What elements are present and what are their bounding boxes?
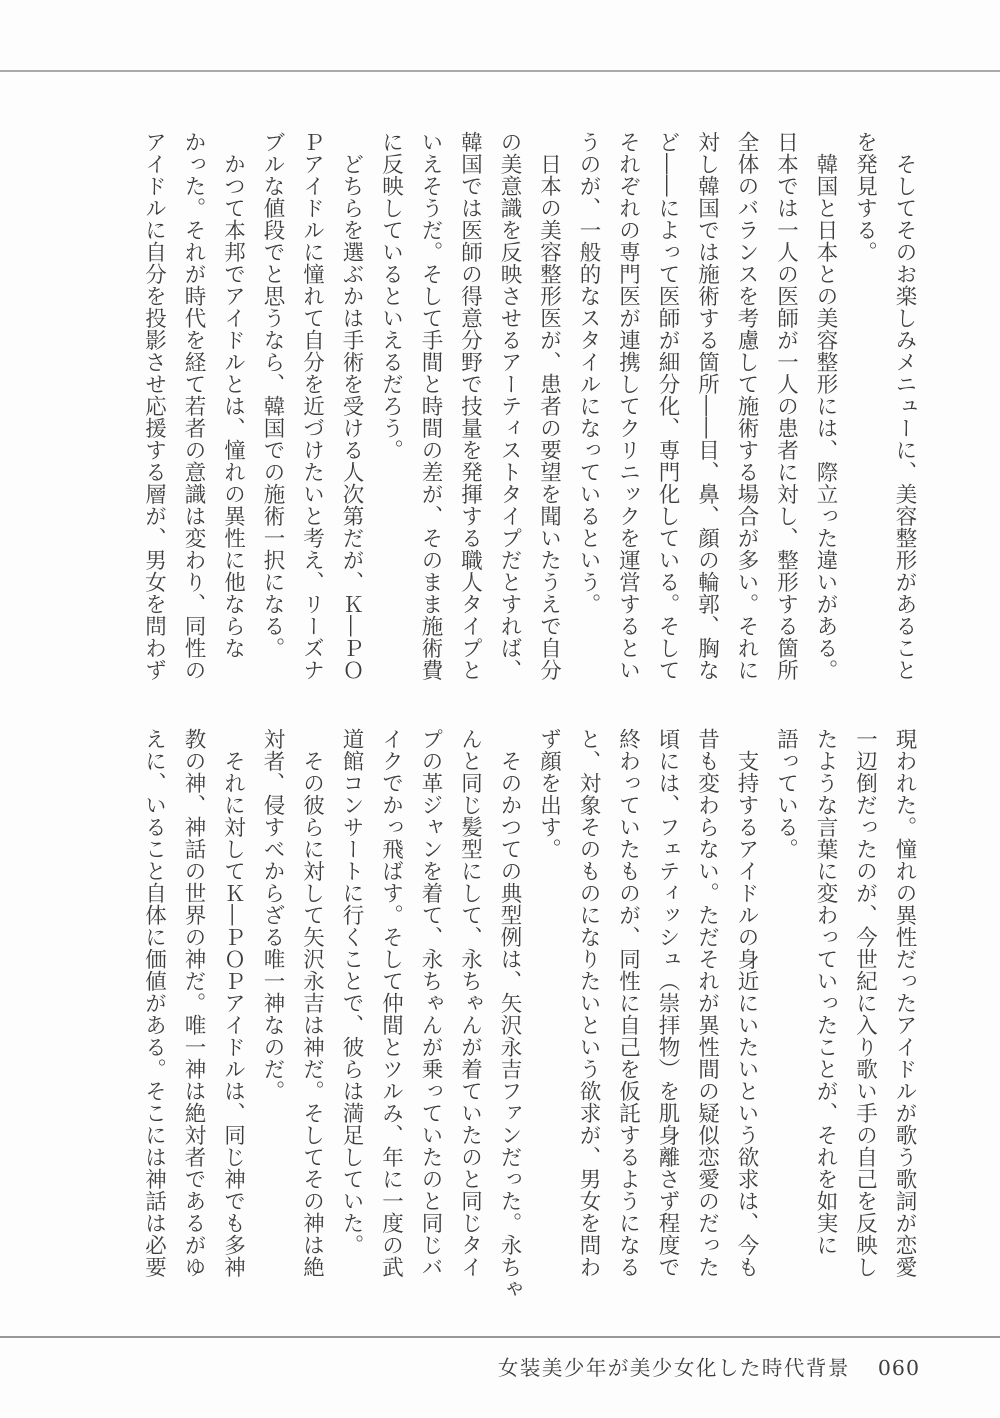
header-rule: [0, 70, 1000, 72]
text-column: 日本の美容整形医が、患者の要望を聞いたうえで自分: [536, 131, 562, 681]
text-column: うのが、一般的なスタイルになっているという。: [576, 131, 601, 615]
text-column: 一辺倒だったのが、今世紀に入り歌い手の自己を反映し: [852, 728, 878, 1278]
text-column: いえそうだ。そして手間と時間の差が、そのまま施術費: [418, 131, 443, 681]
text-column: 対し韓国では施術する箇所――目、鼻、顔の輪郭、胸な: [694, 131, 720, 681]
text-column: 韓国では医師の得意分野で技量を発揮する職人タイプと: [457, 131, 483, 681]
text-column: かつて本邦でアイドルとは、憧れの異性に他ならな: [220, 131, 246, 659]
text-column: んと同じ髪型にして、永ちゃんが着ていたのと同じタイ: [457, 728, 483, 1278]
text-column: 頃には、フェティッシュ（崇拝物）を肌身離さず程度で: [655, 728, 680, 1278]
text-column: 語っている。: [773, 728, 799, 860]
text-column: 韓国と日本との美容整形には、際立った違いがある。: [813, 131, 838, 681]
text-column: イクでかっ飛ばす。そして仲間とツルみ、年に一度の武: [378, 728, 404, 1278]
text-column: 昔も変わらない。ただそれが異性間の疑似恋愛のだった: [694, 728, 720, 1278]
text-column: 教の神、神話の世界の神だ。唯一神は絶対者であるがゆ: [181, 728, 206, 1278]
text-column: プの革ジャンを着て、永ちゃんが乗っていたのと同じバ: [418, 728, 443, 1278]
text-column: ブルな値段でと思うなら、韓国での施術一択になる。: [260, 131, 285, 659]
text-column: アイドルに自分を投影させ応援する層が、男女を問わず: [141, 131, 167, 681]
text-column: どちらを選ぶかは手術を受ける人次第だが、Ｋ―ＰＯ: [339, 131, 364, 681]
text-column: 全体のバランスを考慮して施術する場合が多い。それに: [734, 131, 759, 681]
text-column: 支持するアイドルの身近にいたいという欲求は、今も: [734, 728, 759, 1278]
text-column: たような言葉に変わっていったことが、それを如実に: [813, 728, 838, 1256]
text-column: かった。それが時代を経て若者の意識は変わり、同性の: [181, 131, 206, 681]
text-column: 終わっていたものが、同性に自己を仮託するようになる: [615, 728, 641, 1278]
text-column: 道館コンサートに行くことで、彼らは満足していた。: [339, 728, 364, 1256]
top-text-block: [134, 131, 924, 683]
page-number: 060: [877, 1356, 920, 1380]
text-column: ど――によって医師が細分化、専門化している。そして: [655, 131, 680, 681]
text-column: と、対象そのものになりたいという欲求が、男女を問わ: [576, 728, 601, 1278]
text-column: に反映しているといえるだろう。: [378, 131, 404, 461]
text-column: その彼らに対して矢沢永吉は神だ。そしてその神は絶: [299, 728, 325, 1278]
text-column: それに対してＫ―ＰＯＰアイドルは、同じ神でも多神: [220, 728, 246, 1278]
running-title: 女装美少年が美少女化した時代背景: [497, 1356, 850, 1380]
text-column: それぞれの専門医が連携してクリニックを運営するとい: [615, 131, 641, 681]
text-column: Ｐアイドルに憧れて自分を近づけたいと考え、リーズナ: [299, 131, 325, 681]
text-column: そしてそのお楽しみメニューに、美容整形があること: [892, 131, 917, 681]
text-column: えに、いること自体に価値がある。そこには神話は必要: [141, 728, 167, 1278]
text-column: ず顔を出す。: [536, 728, 562, 860]
footer-rule: [0, 1336, 1000, 1338]
text-column: の美意識を反映させるアーティストタイプだとすれば、: [497, 131, 522, 681]
text-column: 現われた。憧れの異性だったアイドルが歌う歌詞が恋愛: [892, 728, 917, 1278]
text-column: 日本では一人の医師が一人の患者に対し、整形する箇所: [773, 131, 799, 681]
bottom-text-block: [134, 728, 924, 1300]
text-column: 対者、侵すべからざる唯一神なのだ。: [260, 728, 285, 1102]
text-column: そのかつての典型例は、矢沢永吉ファンだった。永ちゃ: [497, 728, 522, 1300]
footer: [498, 1351, 920, 1381]
text-column: を発見する。: [852, 131, 878, 263]
